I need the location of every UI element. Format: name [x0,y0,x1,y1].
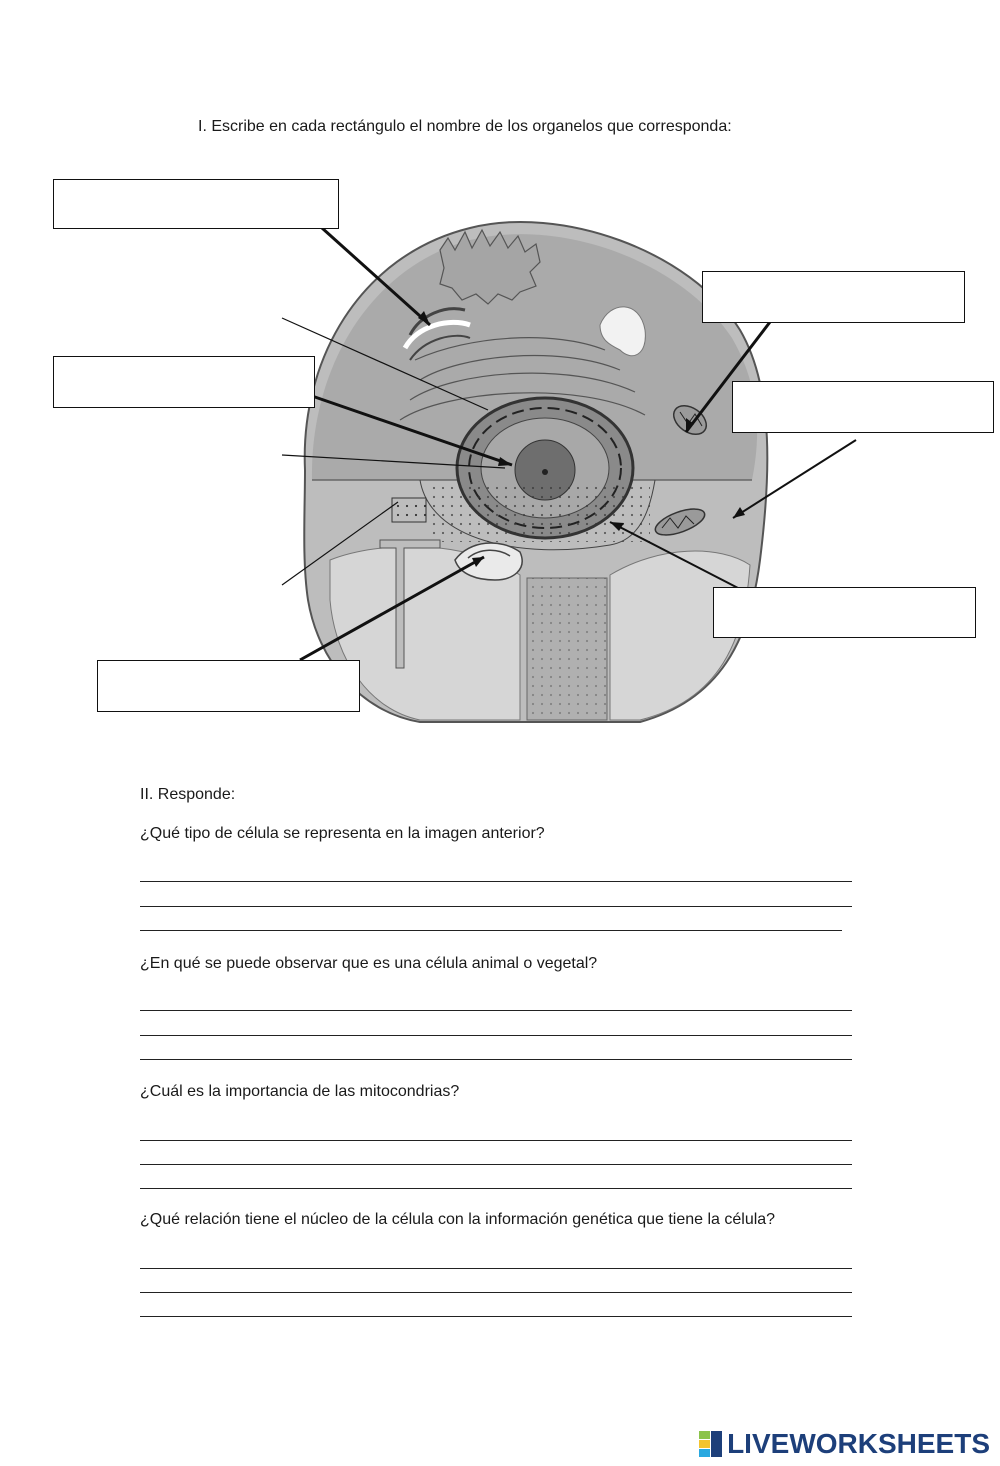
liveworksheets-logo[interactable] [699,1428,990,1460]
answer-line[interactable] [140,1164,852,1165]
liveworksheets-icon [699,1429,723,1459]
answer-line[interactable] [140,1059,852,1060]
answer-line[interactable] [140,1292,852,1293]
answer-box-1[interactable] [53,179,339,229]
question-2: ¿En qué se puede observar que es una célula animal o vegetal? [140,955,598,972]
answer-box-4[interactable] [702,271,965,323]
answer-box-2[interactable] [53,356,315,408]
answer-line[interactable] [140,1316,852,1317]
answer-line[interactable] [140,1188,852,1189]
answer-line[interactable] [140,1140,852,1141]
question-3: ¿Cuál es la importancia de las mitocondrias? [140,1083,460,1100]
question-4: ¿Qué relación tiene el núcleo de la célula con la información genética que tiene la célula? [140,1211,776,1228]
section2-title: II. Responde: [140,786,236,803]
answer-box-5[interactable] [732,381,994,433]
answer-line[interactable] [140,1010,852,1011]
instruction-text: I. Escribe en cada rectángulo el nombre de los organelos que corresponda: [198,118,732,135]
answer-line[interactable] [140,881,852,882]
answer-box-6[interactable] [713,587,976,638]
question-1: ¿Qué tipo de célula se representa en la imagen anterior? [140,825,545,842]
answer-line[interactable] [140,1268,852,1269]
answer-line[interactable] [140,906,852,907]
answer-line[interactable] [140,1035,852,1036]
answer-box-3[interactable] [97,660,360,712]
brand-name: LIVEWORKSHEETS [727,1428,990,1459]
answer-line[interactable] [140,930,842,931]
